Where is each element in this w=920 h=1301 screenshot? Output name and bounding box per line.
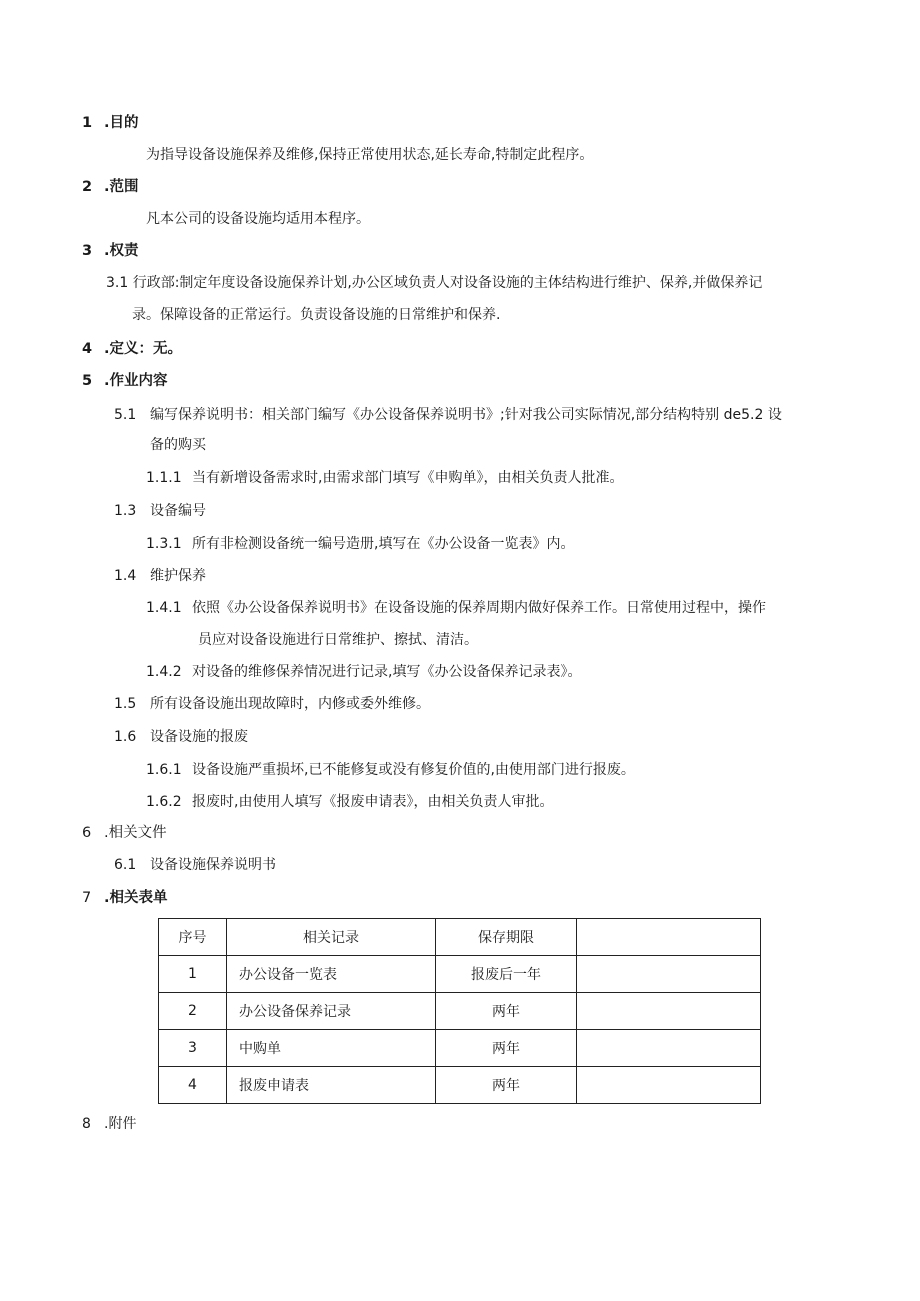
- item-number: 1.6: [114, 729, 137, 745]
- table-cell: 2: [159, 993, 227, 1030]
- item-3-1: [106, 273, 762, 293]
- table-row: [159, 956, 761, 993]
- item-number: 1.4: [114, 568, 137, 584]
- item-text: 维护保养: [150, 568, 206, 584]
- item-1-5: [114, 694, 430, 714]
- item-number: 1.4.2: [146, 664, 182, 680]
- item-text: 所有设备设施出现故障时，内修或委外维修。: [150, 696, 430, 712]
- section-5-heading: [82, 371, 168, 391]
- item-5-1-continuation: 备的购买: [150, 437, 206, 453]
- section-number: 3: [82, 243, 93, 259]
- section-8-heading: [82, 1114, 136, 1134]
- item-number: 3.1: [106, 275, 129, 291]
- records-table: [158, 918, 761, 1104]
- table-cell: 4: [159, 1067, 227, 1104]
- section-title: .定义：无。: [104, 341, 183, 357]
- table-header-row: [159, 919, 761, 956]
- table-cell: 1: [159, 956, 227, 993]
- section-3-heading: [82, 241, 139, 261]
- item-text: 设备设施保养说明书: [150, 857, 276, 873]
- item-text: 编写保养说明书：相关部门编写《办公设备保养说明书》;针对我公司实际情况,部分结构特别 de5.2 设: [150, 407, 782, 423]
- section-number: 2: [82, 179, 93, 195]
- item-text: 设备设施严重损坏,已不能修复或没有修复价值的,由使用部门进行报废。: [192, 762, 635, 778]
- item-number: 1.4.1: [146, 600, 182, 616]
- table-row: [159, 993, 761, 1030]
- section-number: 6: [82, 825, 92, 841]
- section-1-body: 为指导设备设施保养及维修,保持正常使用状态,延长寿命,特制定此程序。: [146, 147, 594, 163]
- section-number: 7: [82, 890, 92, 906]
- section-6-heading: [82, 823, 167, 843]
- table-cell: [577, 1067, 761, 1104]
- item-1-6: [114, 727, 248, 747]
- item-text: 行政部:制定年度设备设施保养计划,办公区域负责人对设备设施的主体结构进行维护、保养,并做保养记: [132, 275, 763, 291]
- section-title: .范围: [104, 179, 139, 195]
- section-title: .作业内容: [104, 373, 168, 389]
- table-cell: 报废后一年: [436, 956, 577, 993]
- item-text: 所有非检测设备统一编号造册,填写在《办公设备一览表》内。: [192, 536, 575, 552]
- item-number: 1.3: [114, 503, 137, 519]
- section-number: 1: [82, 115, 93, 131]
- section-title: .相关表单: [104, 890, 168, 906]
- section-number: 5: [82, 373, 93, 389]
- section-1-heading: [82, 113, 139, 133]
- header-cell: 相关记录: [227, 919, 436, 956]
- item-text: 报废时,由使用人填写《报废申请表》，由相关负责人审批。: [192, 794, 554, 810]
- section-7-heading: [82, 888, 168, 908]
- item-1-6-1: [146, 760, 635, 780]
- item-1-4: [114, 566, 206, 586]
- item-number: 1.6.2: [146, 794, 182, 810]
- section-title: .目的: [104, 115, 139, 131]
- item-5-1: [114, 405, 782, 425]
- item-text: 依照《办公设备保养说明书》在设备设施的保养周期内做好保养工作。日常使用过程中，操作: [192, 600, 766, 616]
- item-number: 1.1.1: [146, 470, 182, 486]
- section-number: 8: [82, 1116, 91, 1132]
- table-row: [159, 1067, 761, 1104]
- section-number: 4: [82, 341, 93, 357]
- table-cell: [577, 1030, 761, 1067]
- item-6-1: [114, 855, 276, 875]
- header-cell: [577, 919, 761, 956]
- item-1-3-1: [146, 534, 574, 554]
- table-cell: 两年: [436, 1067, 577, 1104]
- item-3-1-continuation: 录。保障设备的正常运行。负责设备设施的日常维护和保养.: [132, 307, 501, 323]
- table-cell: [577, 956, 761, 993]
- item-text: 设备编号: [150, 503, 206, 519]
- item-1-4-1-continuation: 员应对设备设施进行日常维护、擦拭、清洁。: [198, 632, 478, 648]
- item-number: 1.6.1: [146, 762, 182, 778]
- item-1-4-2: [146, 662, 581, 682]
- header-cell: 序号: [159, 919, 227, 956]
- section-title: .权责: [104, 243, 139, 259]
- item-1-3: [114, 501, 206, 521]
- table-cell: 中购单: [227, 1030, 436, 1067]
- section-2-body: 凡本公司的设备设施均适用本程序。: [146, 211, 370, 227]
- item-number: 6.1: [114, 857, 137, 873]
- table-cell: 办公设备一览表: [227, 956, 436, 993]
- section-title: .附件: [104, 1116, 137, 1132]
- section-4-heading: [82, 339, 182, 359]
- item-1-6-2: [146, 792, 553, 812]
- section-title: .相关文件: [104, 825, 167, 841]
- header-cell: 保存期限: [436, 919, 577, 956]
- table-cell: 报废申请表: [227, 1067, 436, 1104]
- table-cell: 3: [159, 1030, 227, 1067]
- item-text: 设备设施的报废: [150, 729, 248, 745]
- table-cell: 办公设备保养记录: [227, 993, 436, 1030]
- table-row: [159, 1030, 761, 1067]
- table-cell: [577, 993, 761, 1030]
- item-number: 1.5: [114, 696, 137, 712]
- item-1-4-1: [146, 598, 766, 618]
- table-cell: 两年: [436, 1030, 577, 1067]
- item-text: 当有新增设备需求时,由需求部门填写《申购单》，由相关负责人批准。: [192, 470, 624, 486]
- table-cell: 两年: [436, 993, 577, 1030]
- item-text: 对设备的维修保养情况进行记录,填写《办公设备保养记录表》。: [192, 664, 582, 680]
- item-number: 1.3.1: [146, 536, 182, 552]
- section-2-heading: [82, 177, 139, 197]
- item-number: 5.1: [114, 407, 137, 423]
- item-1-1-1: [146, 468, 623, 488]
